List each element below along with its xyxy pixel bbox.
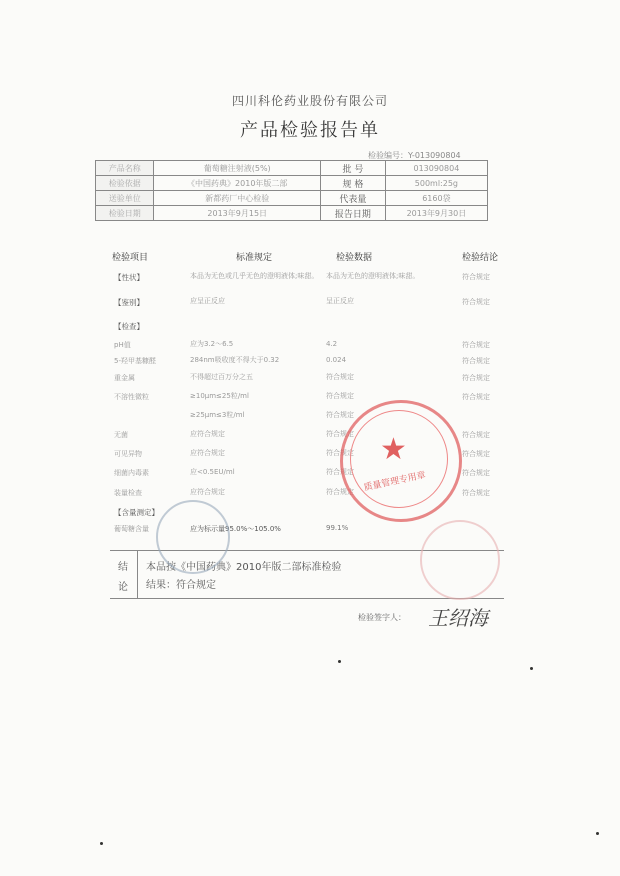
row-item: 【检查】: [114, 322, 144, 331]
row-item: 装量检查: [114, 489, 142, 497]
assay-item: 葡萄糖含量: [114, 525, 149, 533]
spec-label: 规 格: [320, 176, 385, 191]
row-standard: 应呈正反应: [190, 297, 225, 305]
row-data: 符合规定: [326, 449, 354, 457]
report-date-label: 报告日期: [320, 206, 385, 221]
row-data: 本品为无色的澄明液体;味甜。: [326, 272, 420, 280]
basis-label: 检验依据: [96, 176, 154, 191]
row-conclusion: 符合规定: [462, 273, 490, 281]
row-standard: 应符合规定: [190, 488, 225, 496]
col-standard: 标准规定: [236, 253, 273, 263]
row-conclusion: 符合规定: [462, 374, 490, 382]
row-data: 符合规定: [326, 411, 354, 419]
col-conclusion: 检验结论: [462, 253, 499, 263]
row-standard: 应<0.5EU/ml: [190, 468, 235, 476]
company-name: 四川科伦药业股份有限公司: [231, 94, 388, 108]
col-item: 检验项目: [112, 253, 149, 263]
row-data: 0.024: [326, 356, 347, 364]
row-conclusion: 符合规定: [462, 341, 490, 349]
dept-label: 送验单位: [96, 191, 154, 206]
specification: 500ml:25g: [385, 176, 487, 191]
row-item: pH值: [114, 341, 131, 349]
row-data: 符合规定: [326, 392, 354, 400]
speck: [530, 667, 533, 670]
assay-standard: 应为标示量95.0%～105.0%: [190, 525, 281, 533]
row-standard: 不得超过百万分之五: [190, 373, 253, 381]
report-date: 2013年9月30日: [385, 206, 487, 221]
row-data: 符合规定: [326, 373, 354, 381]
batch-label: 批 号: [320, 161, 385, 176]
row-conclusion: 符合规定: [462, 357, 490, 365]
row-standard: ≥25μm≤3粒/ml: [190, 411, 245, 419]
row-data: 符合规定: [326, 468, 354, 476]
row-standard: 应符合规定: [190, 430, 225, 438]
signature: 王绍海: [428, 606, 488, 630]
report-title: 产品检验报告单: [240, 120, 380, 141]
seal-text: 质量管理专用章: [362, 470, 427, 494]
quantity: 6160袋: [385, 191, 487, 206]
assay-data: 99.1%: [326, 524, 349, 532]
divider-bottom: [110, 598, 504, 599]
row-conclusion: 符合规定: [462, 298, 490, 306]
row-data: 呈正反应: [326, 297, 354, 305]
row-item: 重金属: [114, 374, 135, 382]
row-conclusion: 符合规定: [462, 489, 490, 497]
row-item: 【性状】: [114, 273, 144, 282]
speck: [100, 842, 103, 845]
row-item: 细菌内毒素: [114, 469, 149, 477]
conclusion-label-2: 论: [118, 582, 128, 593]
row-standard: 应为3.2～6.5: [190, 340, 234, 348]
row-item: 无菌: [114, 431, 128, 439]
row-data: 符合规定: [326, 430, 354, 438]
row-item: 5-羟甲基糠醛: [114, 357, 156, 365]
row-conclusion: 符合规定: [462, 450, 490, 458]
submitting-dept: 新都药厂中心检验: [154, 191, 321, 206]
row-conclusion: 符合规定: [462, 431, 490, 439]
info-table: [95, 160, 488, 221]
seal-star-icon: ★: [380, 432, 407, 467]
row-standard: ≥10μm≤25粒/ml: [190, 392, 249, 400]
speck: [338, 660, 341, 663]
row-conclusion: 符合规定: [462, 393, 490, 401]
product-name-label: 产品名称: [96, 161, 154, 176]
col-data: 检验数据: [336, 253, 373, 263]
signature-label: 检验签字人：: [358, 613, 406, 622]
batch-number: 013090804: [385, 161, 487, 176]
report-number: 检验编号：Y-013090804: [368, 151, 461, 160]
test-date-label: 检验日期: [96, 206, 154, 221]
row-item: 不溶性微粒: [114, 393, 149, 401]
pink-seal: [420, 520, 500, 600]
blue-seal: [156, 500, 230, 574]
test-date: 2013年9月15日: [154, 206, 321, 221]
row-standard: 本品为无色或几乎无色的澄明液体;味甜。: [190, 272, 319, 280]
divider-vertical: [137, 550, 138, 598]
speck: [596, 832, 599, 835]
row-standard: 284nm吸收度不得大于0.32: [190, 356, 280, 364]
row-item: 可见异物: [114, 450, 142, 458]
conclusion-label-1: 结: [118, 562, 128, 573]
test-basis: 《中国药典》2010年版二部: [154, 176, 321, 191]
conclusion-text-2: 结果：符合规定: [146, 580, 216, 591]
product-name: 葡萄糖注射液(5%): [154, 161, 321, 176]
assay-section: 【含量测定】: [114, 508, 159, 517]
row-data: 4.2: [326, 340, 338, 348]
conclusion-text-1: 本品按《中国药典》2010年版二部标准检验: [146, 562, 342, 573]
quantity-label: 代表量: [320, 191, 385, 206]
row-standard: 应符合规定: [190, 449, 225, 457]
row-data: 符合规定: [326, 488, 354, 496]
row-conclusion: 符合规定: [462, 469, 490, 477]
row-item: 【鉴别】: [114, 298, 144, 307]
